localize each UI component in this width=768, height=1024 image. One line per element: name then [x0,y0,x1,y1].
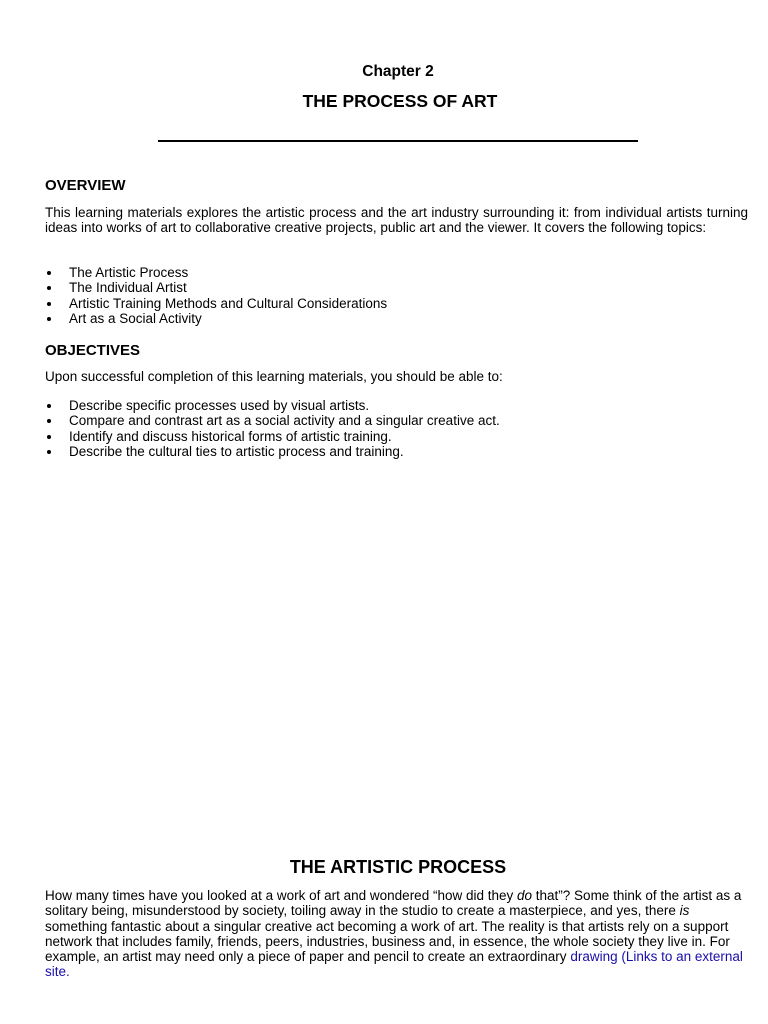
list-item-text: The Individual Artist [69,280,187,296]
list-item-text: Identify and discuss historical forms of artistic training. [69,428,392,444]
bullet-icon [47,286,51,290]
overview-heading: OVERVIEW [45,177,126,194]
list-item [45,265,387,280]
list-item-text: Artistic Training Methods and Cultural Considerations [69,295,388,311]
paragraph-text: something fantastic about a singular creative act becoming a work of art. The reality is that artists rely on a support network that includes family, friends, peers, industries, business and, in essence, the whole society they live in. For example, an artist may need only a piece of paper and pencil to create an extraordinary [45,918,730,965]
list-item [45,413,500,428]
list-item-text: Compare and contrast art as a social activity and a singular creative act. [69,413,500,429]
bullet-icon [47,435,51,439]
emphasis-text: do [517,888,533,903]
bullet-icon [47,271,51,275]
list-item-text: The Artistic Process [69,265,189,280]
bullet-icon [47,450,51,454]
title-divider [158,140,638,142]
emphasis-text: is [679,903,690,919]
bullet-icon [47,404,51,408]
topics-list [45,265,387,326]
list-item-text: Describe specific processes used by visual artists. [69,398,370,413]
bullet-icon [47,317,51,321]
overview-paragraph: This learning materials explores the artistic process and the art industry surrounding it: from individual artists turning ideas into works of art to collaborative creative projects, public art and the viewer. It covers the following topics: [45,205,748,236]
drawing-external-link[interactable]: drawing (Links to an external site. [45,949,743,980]
list-item [45,429,500,444]
section-title-artistic-process: THE ARTISTIC PROCESS [289,857,507,877]
bullet-icon [47,419,51,423]
list-item-text: Art as a Social Activity [69,310,202,326]
list-item-text: Describe the cultural ties to artistic process and training. [69,443,404,459]
paragraph-text: that”? Some think of the artist as a solitary being, misunderstood by society, toiling away in the studio to create a masterpiece, and yes, there [45,888,742,919]
list-item [45,311,387,326]
list-item [45,296,387,311]
page-title: THE PROCESS OF ART [302,91,498,111]
bullet-icon [47,302,51,306]
objectives-list [45,398,500,459]
objectives-intro: Upon successful completion of this learning materials, you should be able to: [45,369,503,384]
list-item [45,280,387,295]
list-item [45,398,500,413]
artistic-process-paragraph [45,888,755,980]
list-item [45,444,500,459]
objectives-heading: OBJECTIVES [45,342,141,359]
chapter-label: Chapter 2 [362,63,434,80]
paragraph-text: How many times have you looked at a work of art and wondered “how did they [45,888,517,903]
